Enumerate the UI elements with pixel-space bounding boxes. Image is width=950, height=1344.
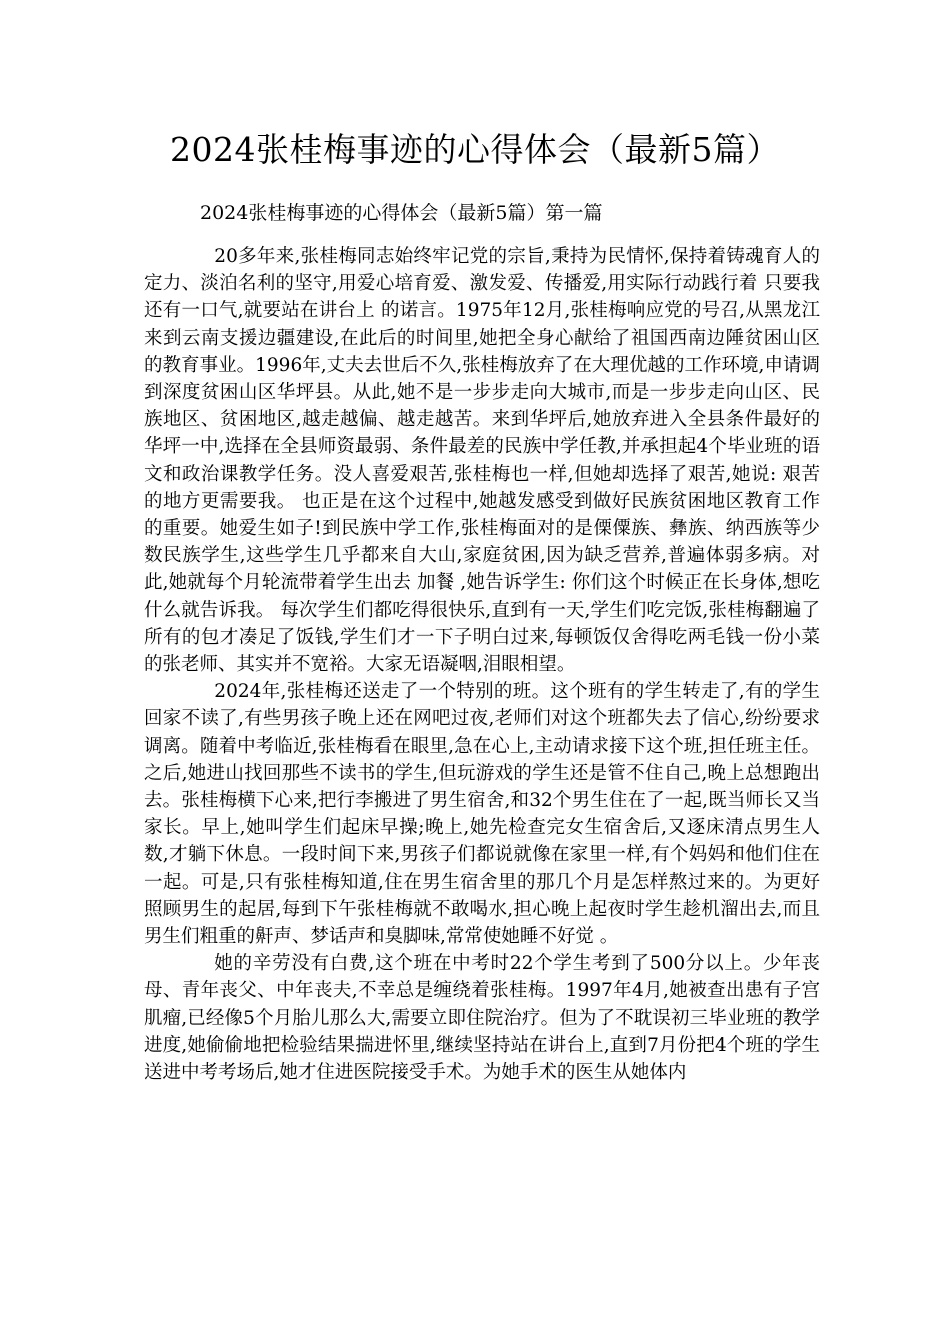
paragraph: 20多年来,张桂梅同志始终牢记党的宗旨,秉持为民情怀,保持着铸魂育人的定力、淡泊名利的坚守,用爱心培育爱、激发爱、传播爱,用实际行动践行着 只要我还有一口气,就要站在讲台上 的诺言。1975年12月,张桂梅响应党的号召,从黑龙江来到云南支援边疆建设,在此后的时间里,她把全身心献给了祖国西南边陲贫困山区的教育事业。1996年,丈夫去世后不久,张桂梅放弃了在大理优越的工作环境,申请调到深度贫困山区华坪县。从此,她不是一步步走向大城市,而是一步步走向山区、民族地区、贫困地区,越走越偏、越走越苦。来到华坪后,她放弃进入全县条件最好的华坪一中,选择在全县师资最弱、条件最差的民族中学任教,并承担起4个毕业班的语文和政治课教学任务。没人喜爱艰苦,张桂梅也一样,但她却选择了艰苦,她说: 艰苦的地方更需要我。 也正是在这个过程中,她越发感受到做好民族贫困地区教育工作的重要。她爱生如子!到民族中学工作,张桂梅面对的是傈僳族、彝族、纳西族等少数民族学生,这些学生几乎都来自大山,家庭贫困,因为缺乏营养,普遍体弱多病。对此,她就每个月轮流带着学生出去 加餐 ,她告诉学生: 你们这个时候正在长身体,想吃什么就告诉我。 每次学生们都吃得很快乐,直到有一天,学生们吃完饭,张桂梅翻遍了所有的包才凑足了饭钱,学生们才一下子明白过来,每顿饭仅舍得吃两毛钱一份小菜的张老师、其实并不宽裕。大家无语凝咽,泪眼相望。 [144,246,820,676]
paragraph: 2024年,张桂梅还送走了一个特别的班。这个班有的学生转走了,有的学生回家不读了,有些男孩子晚上还在网吧过夜,老师们对这个班都失去了信心,纷纷要求调离。随着中考临近,张桂梅看在眼里,急在心上,主动请求接下这个班,担任班主任。之后,她进山找回那些不读书的学生,但玩游戏的学生还是管不住自己,晚上总想跑出去。张桂梅横下心来,把行李搬进了男生宿舍,和32个男生住在了一起,既当师长又当家长。早上,她叫学生们起床早操;晚上,她先检查完女生宿舍后,又逐床清点男生人数,才躺下休息。一段时间下来,男孩子们都说就像在家里一样,有个妈妈和他们住在一起。可是,只有张桂梅知道,住在男生宿舍里的那几个月是怎样熬过来的。为更好照顾男生的起居,每到下午张桂梅就不敢喝水,担心晚上起夜时学生趁机溜出去,而且男生们粗重的鼾声、梦话声和臭脚味,常常使她睡不好觉 。 [144,681,820,948]
section-heading: 2024张桂梅事迹的心得体会（最新5篇）第一篇 [200,202,603,224]
paragraph: 她的辛劳没有白费,这个班在中考时22个学生考到了500分以上。少年丧母、青年丧父、中年丧夫,不幸总是缠绕着张桂梅。1997年4月,她被查出患有子宫肌瘤,已经像5个月胎儿那么大,需要立即住院治疗。但为了不耽误初三毕业班的教学进度,她偷偷地把检验结果揣进怀里,继续坚持站在讲台上,直到7月份把4个班的学生送进中考考场后,她才住进医院接受手术。为她手术的医生从她体内 [144,953,820,1084]
document-title: 2024张桂梅事迹的心得体会（最新5篇） [170,130,780,169]
document-body [144,243,820,1086]
